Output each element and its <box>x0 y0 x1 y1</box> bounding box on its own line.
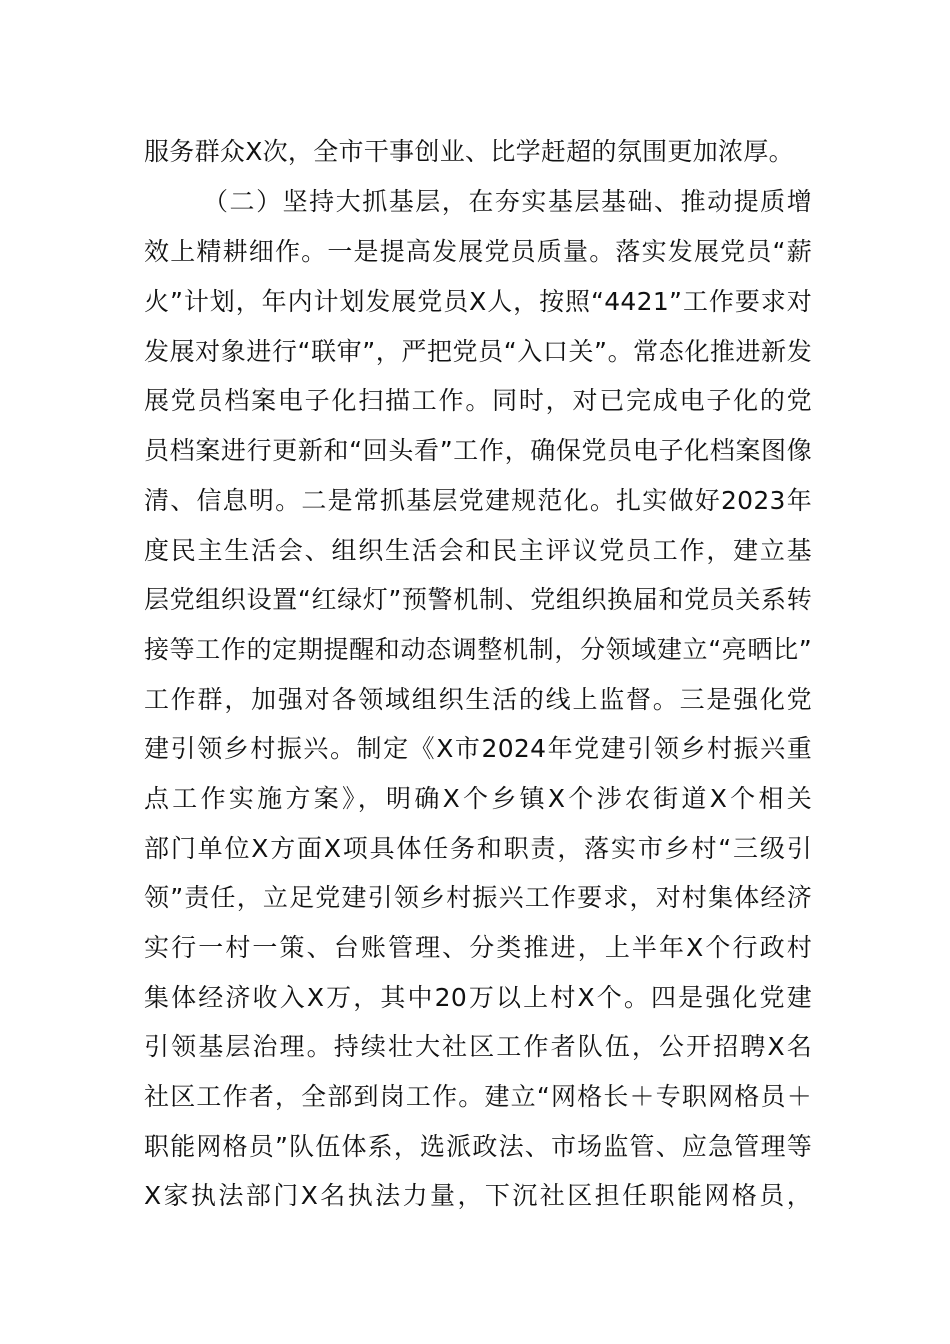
paragraph-heading-line: （二）坚持大抓基层，在夯实基层基础、推动提质增 <box>203 187 812 216</box>
text-line: 领”责任，立足党建引领乡村振兴工作要求，对村集体经济 <box>144 883 812 912</box>
text-line: 建引领乡村振兴。制定《X市2024年党建引领乡村振兴重 <box>144 734 812 763</box>
text-line: 社区工作者，全部到岗工作。建立“网格长＋专职网格员＋ <box>144 1082 812 1111</box>
text-line: 工作群，加强对各领域组织生活的线上监督。三是强化党 <box>144 685 812 714</box>
text-line: 效上精耕细作。一是提高发展党员质量。落实发展党员“薪 <box>144 237 812 266</box>
text-line: 服务群众X次，全市干事创业、比学赶超的氛围更加浓厚。 <box>144 137 794 166</box>
text-line: 引领基层治理。持续壮大社区工作者队伍，公开招聘X名 <box>144 1032 812 1061</box>
text-line: 接等工作的定期提醒和动态调整机制，分领域建立“亮晒比” <box>144 635 812 664</box>
text-line: 层党组织设置“红绿灯”预警机制、党组织换届和党员关系转 <box>144 585 812 614</box>
text-line: 部门单位X方面X项具体任务和职责，落实市乡村“三级引 <box>144 834 812 863</box>
text-line: 度民主生活会、组织生活会和民主评议党员工作，建立基 <box>144 536 812 565</box>
text-line: 点工作实施方案》，明确X个乡镇X个涉农街道X个相关 <box>144 784 812 813</box>
text-line: 展党员档案电子化扫描工作。同时，对已完成电子化的党 <box>144 386 812 415</box>
text-line: 火”计划，年内计划发展党员X人，按照“4421”工作要求对 <box>144 287 812 316</box>
text-line: 实行一村一策、台账管理、分类推进，上半年X个行政村 <box>144 933 812 962</box>
text-line: 集体经济收入X万，其中20万以上村X个。四是强化党建 <box>144 983 812 1012</box>
text-line: 职能网格员”队伍体系，选派政法、市场监管、应急管理等 <box>144 1132 812 1161</box>
text-line: X家执法部门X名执法力量，下沉社区担任职能网格员， <box>144 1181 812 1210</box>
text-line: 发展对象进行“联审”，严把党员“入口关”。常态化推进新发 <box>144 337 812 366</box>
text-line: 清、信息明。二是常抓基层党建规范化。扎实做好2023年 <box>144 486 812 515</box>
text-line: 员档案进行更新和“回头看”工作，确保党员电子化档案图像 <box>144 436 812 465</box>
